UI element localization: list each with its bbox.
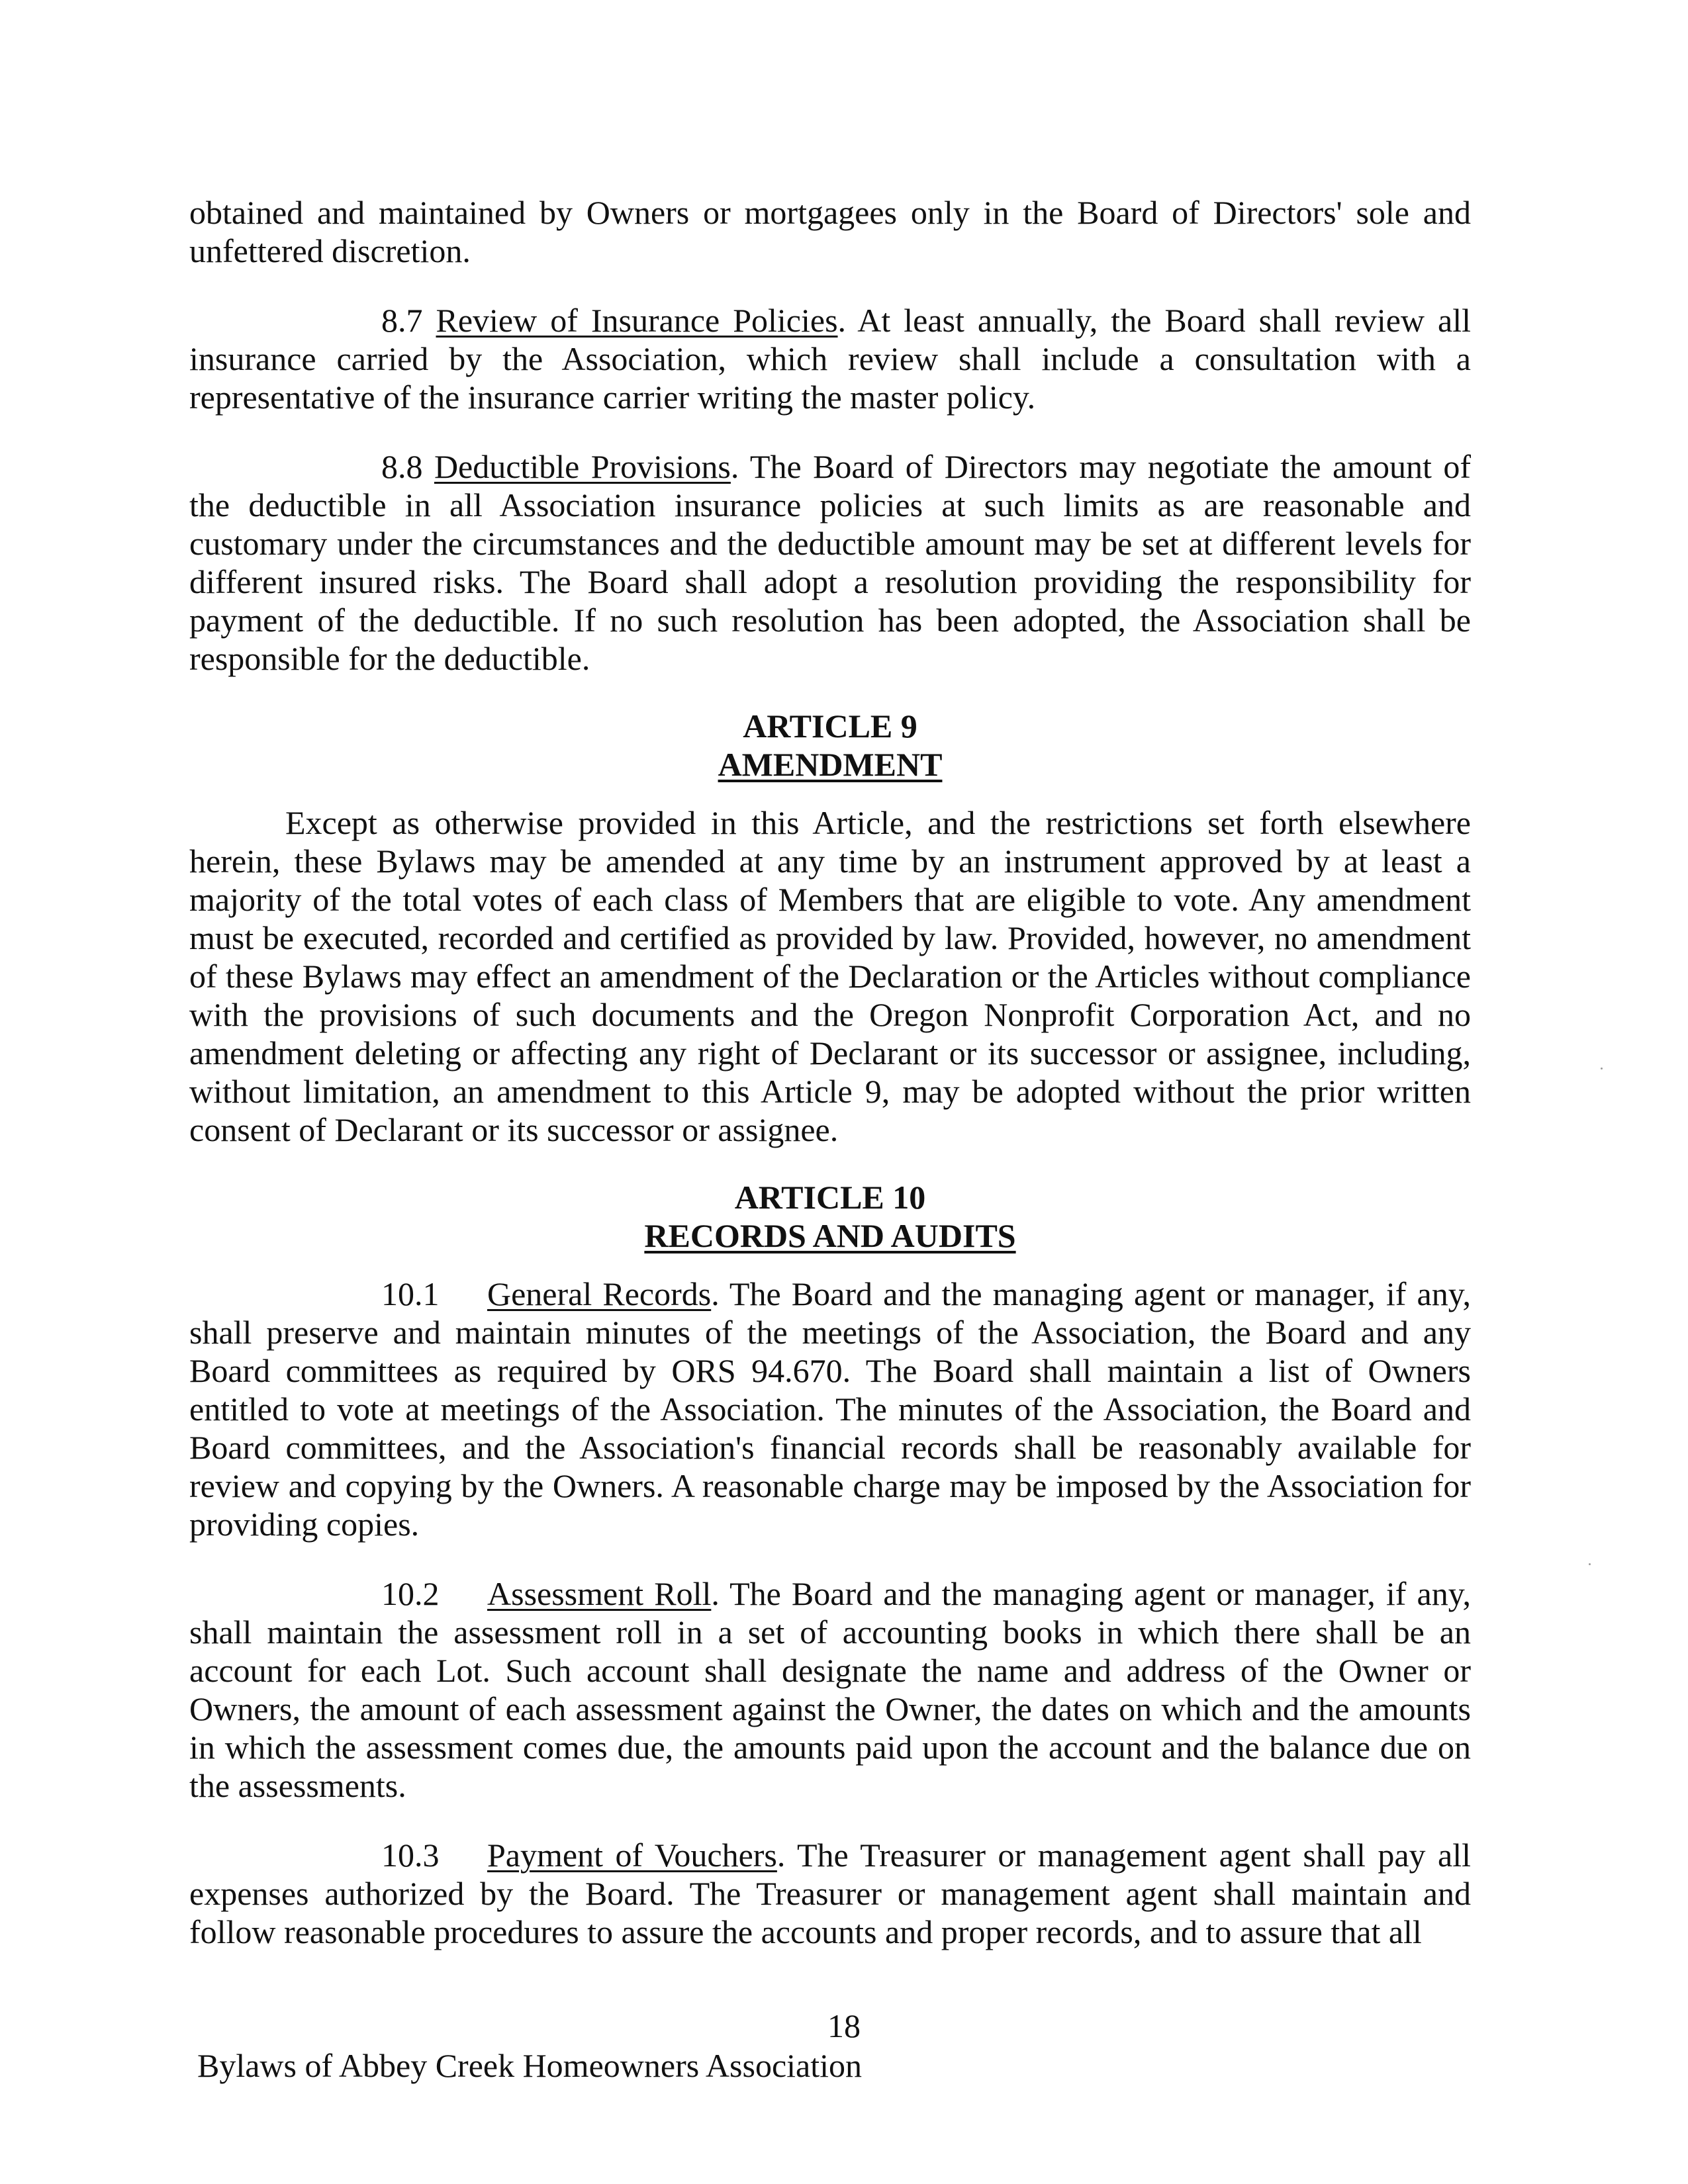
article-label: ARTICLE 10 <box>734 1179 926 1216</box>
section-number: 8.7 <box>381 302 423 339</box>
section-title: Assessment Roll <box>487 1575 712 1612</box>
section-body: . The Board and the managing agent or manager, if any, shall maintain the assessment roll in a set of accounting books in which there shall be an account for each Lot. Such account shall designate the name and address of the Owner or Owners, the amount of each assessment against the Owner, the dates on which and the amounts in which the assessment comes due, the amounts paid upon the account and the balance due on the assessments. <box>189 1575 1471 1804</box>
article-10-heading <box>189 1178 1471 1255</box>
section-body: . The Board and the managing agent or manager, if any, shall preserve and maintain minutes of the meetings of the Association, the Board and any Board committees as required by ORS 94.670. The Board shall maintain a list of Owners entitled to vote at meetings of the Association. The minutes of the Association, the Board and Board committees, and the Association's financial records shall be reasonably available for review and copying by the Owners. A reasonable charge may be imposed by the Association for providing copies. <box>189 1275 1471 1543</box>
article-9-heading <box>189 707 1471 784</box>
section-8-8 <box>189 447 1471 678</box>
article-label: ARTICLE 9 <box>743 707 917 745</box>
document-footer: Bylaws of Abbey Creek Homeowners Association <box>197 2047 863 2084</box>
section-title: Payment of Vouchers <box>487 1837 777 1874</box>
section-8-7 <box>189 301 1471 416</box>
section-body: . The Treasurer or management agent shall pay all expenses authorized by the Board. The Treasurer or management agent shall maintain and follow reasonable procedures to assure the accounts and proper records, and to assure that all <box>189 1837 1471 1950</box>
section-title: Deductible Provisions <box>434 448 731 485</box>
section-number: 8.8 <box>381 448 423 485</box>
section-10-2 <box>189 1574 1471 1805</box>
section-number: 10.2 <box>381 1575 440 1612</box>
section-body: . At least annually, the Board shall review all insurance carried by the Association, which review shall include a consultation with a representative of the insurance carrier writing the master policy. <box>189 302 1471 416</box>
scan-speck <box>1589 1563 1591 1565</box>
intro-paragraph: obtained and maintained by Owners or mortgagees only in the Board of Directors' sole and unfettered discretion. <box>189 194 1471 269</box>
section-10-3 <box>189 1836 1471 1951</box>
section-body: . The Board of Directors may negotiate the amount of the deductible in all Association insurance policies at such limits as are reasonable and customary under the circumstances and the deductible amount may be set at different levels for different insured risks. The Board shall adopt a resolution providing the responsibility for payment of the deductible. If no such resolution has been adopted, the Association shall be responsible for the deductible. <box>189 448 1471 677</box>
section-title: Review of Insurance Policies <box>436 302 838 339</box>
page-number: 18 <box>827 2007 861 2044</box>
page-content <box>189 193 1471 1951</box>
scan-speck <box>1601 1068 1603 1069</box>
article-9-body: Except as otherwise provided in this Article, and the restrictions set forth elsewhere herein, these Bylaws may be amended at any time by an instrument approved by at least a majority of the total votes of each class of Members that are eligible to vote. Any amendment must be executed, recorded and certified as provided by law. Provided, however, no amendment of these Bylaws may effect an amendment of the Declaration or the Articles without compliance with the provisions of such documents and the Oregon Nonprofit Corporation Act, and no amendment deleting or affecting any right of Declarant or its successor or assignee, including, without limitation, an amendment to this Article 9, may be adopted without the prior written consent of Declarant or its successor or assignee. <box>189 804 1471 1148</box>
section-10-1 <box>189 1275 1471 1543</box>
section-number: 10.1 <box>381 1275 440 1312</box>
article-title: RECORDS AND AUDITS <box>644 1217 1016 1254</box>
section-title: General Records <box>487 1275 712 1312</box>
section-number: 10.3 <box>381 1837 440 1874</box>
article-title: AMENDMENT <box>718 746 943 783</box>
